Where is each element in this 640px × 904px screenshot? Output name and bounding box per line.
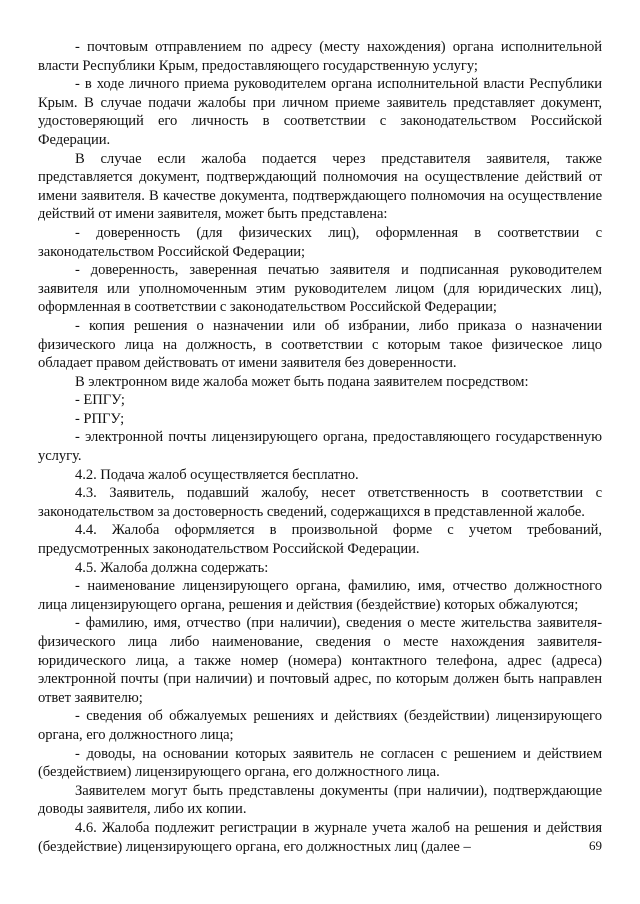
paragraph-personal-reception: - в ходе личного приема руководителем органа исполнительной власти Республики Крым. В случае подачи жалобы при личном приеме заявитель представляет документ, удостоверяющий его личность в соответствии с законодательством Российской Федерации.	[38, 76, 602, 148]
document-page	[38, 38, 602, 856]
paragraph-4-6: 4.6. Жалоба подлежит регистрации в журнале учета жалоб на решения и действия (бездействие) лицензирующего органа, его должностных лиц (далее –	[38, 819, 602, 855]
paragraph-electronic-submission: В электронном виде жалоба может быть подана заявителем посредством:	[75, 373, 529, 390]
paragraph-power-of-attorney-individual: - доверенность (для физических лиц), оформленная в соответствии с законодательством Российской Федерации;	[38, 224, 602, 260]
list-item-epgu: - ЕПГУ;	[75, 392, 125, 409]
page-number: 69	[589, 838, 602, 853]
paragraph-power-of-attorney-legal: - доверенность, заверенная печатью заявителя и подписанная руководителем заявителя или уполномоченным этим руководителем лицом (для юридических лиц), оформленная в соответствии с законодательством Российской Федерации;	[38, 262, 602, 316]
paragraph-postal-submission: - почтовым отправлением по адресу (месту нахождения) органа исполнительной власти Республики Крым, предоставляющего государственную услугу;	[38, 39, 602, 74]
paragraph-4-5: 4.5. Жалоба должна содержать:	[75, 559, 269, 576]
paragraph-supporting-documents: Заявителем могут быть представлены документы (при наличии), подтверждающие доводы заявителя, либо их копии.	[38, 782, 602, 818]
paragraph-appointment-decision: - копия решения о назначении или об избрании, либо приказа о назначении физического лица на должность, в соответствии с которым такое физическое лицо обладает правом действовать от имени заявителя без доверенности.	[38, 317, 602, 372]
list-item-authority-name: - наименование лицензирующего органа, фамилию, имя, отчество должностного лица лицензирующего органа, решения и действия (бездействие) которых обжалуются;	[38, 578, 602, 613]
paragraph-4-2: 4.2. Подача жалоб осуществляется бесплатно.	[75, 466, 359, 483]
list-item-appealed-decisions: - сведения об обжалуемых решениях и действиях (бездействии) лицензирующего органа, его должностного лица;	[38, 708, 602, 743]
list-item-applicant-details: - фамилию, имя, отчество (при наличии), сведения о месте жительства заявителя-физического лица либо наименование, сведения о месте нахождения заявителя-юридического лица, а также номер (номера) контактного телефона, адрес (адреса) электронной почты (при наличии) и почтовый адрес, по которым должен быть направлен ответ заявителю;	[38, 615, 602, 706]
list-item-email: - электронной почты лицензирующего органа, предоставляющего государственную услугу.	[38, 429, 602, 465]
paragraph-4-3: 4.3. Заявитель, подавший жалобу, несет ответственность в соответствии с законодательством за достоверность сведений, содержащихся в представленной жалобе.	[38, 485, 602, 520]
list-item-rpgu: - РПГУ;	[75, 410, 125, 427]
paragraph-4-4: 4.4. Жалоба оформляется в произвольной форме с учетом требований, предусмотренных законодательством Российской Федерации.	[38, 522, 602, 558]
paragraph-representative: В случае если жалоба подается через представителя заявителя, также представляется документ, подтверждающий полномочия на осуществление действий от имени заявителя. В качестве документа, подтверждающего полномочия на осуществление действий от имени заявителя, может быть представлена:	[38, 150, 602, 223]
list-item-arguments: - доводы, на основании которых заявитель не согласен с решением и действием (бездействием) лицензирующего органа, его должностного лица.	[38, 745, 602, 781]
